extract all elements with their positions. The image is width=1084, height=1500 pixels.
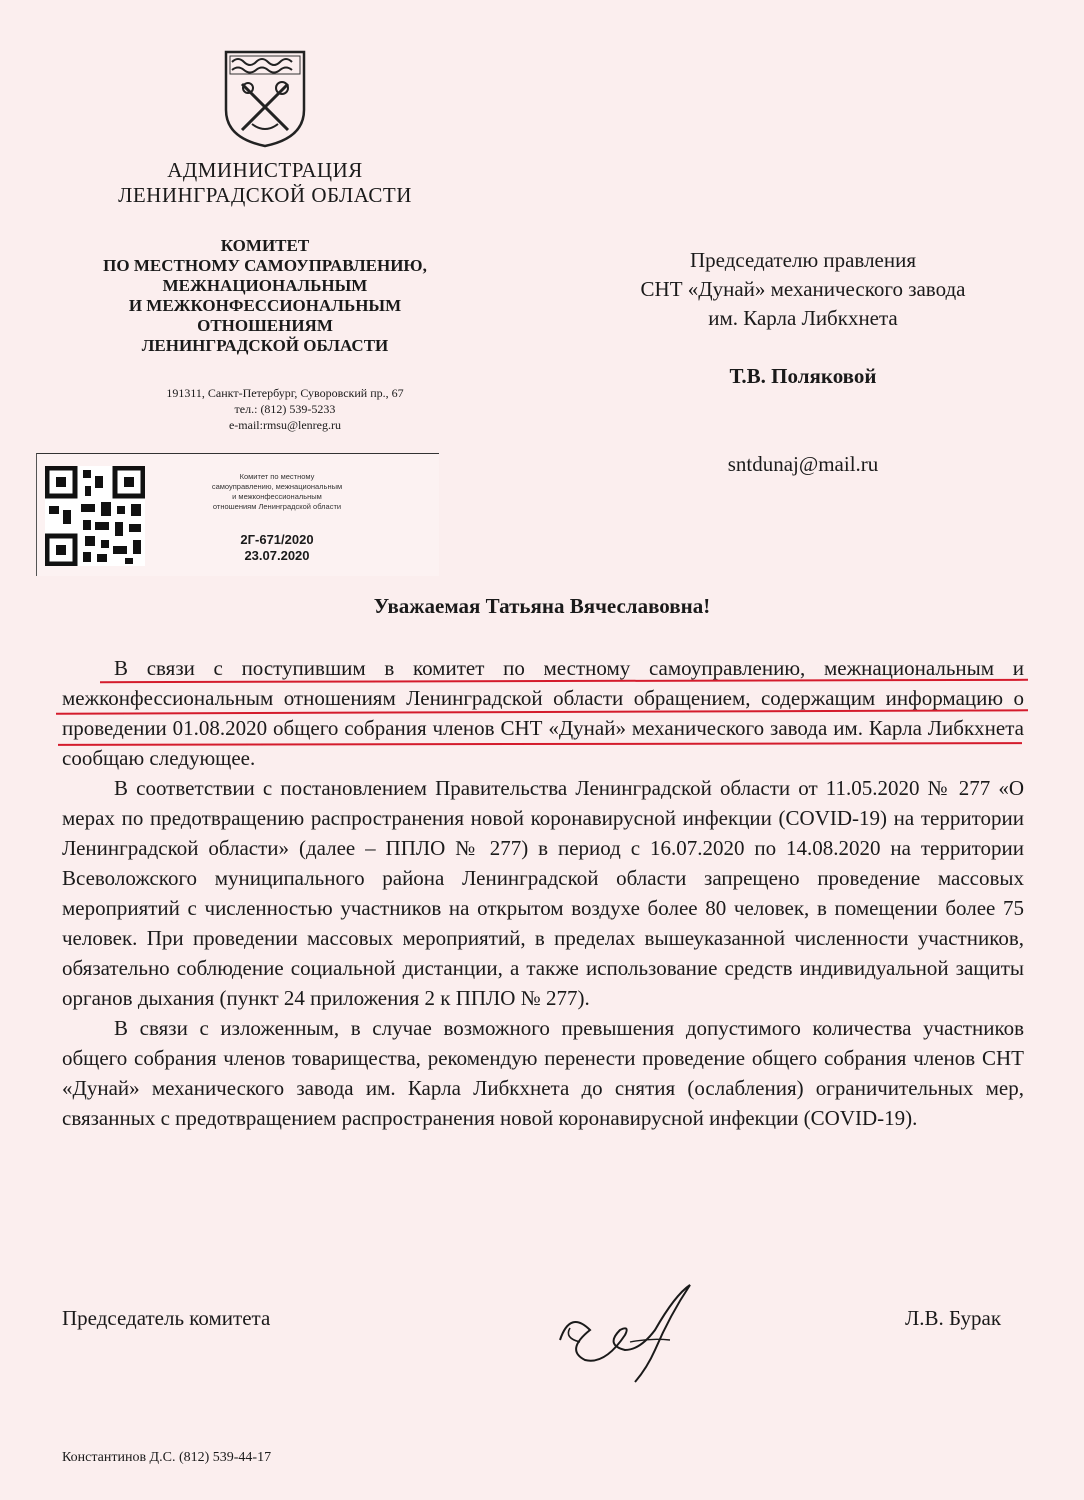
registration-number: 2Г-671/2020 [240,532,314,547]
recipient-line: им. Карла Либкхнета [708,306,898,330]
letter-body [62,653,1024,1133]
stamp-org-line: и межконфессиональным [232,492,322,501]
administration-line: ЛЕНИНГРАДСКОЙ ОБЛАСТИ [118,183,412,207]
stamp-registration [187,532,367,564]
email: e-mail:rmsu@lenreg.ru [228,418,341,432]
signatory-title: Председатель комитета [62,1306,271,1330]
committee-line: ОТНОШЕНИЯМ [197,316,333,335]
administration-title [60,158,470,208]
stamp-org-line: отношениям Ленинградской области [212,502,342,511]
recipient-block [568,246,1038,333]
committee-contacts [120,385,450,433]
coat-of-arms-icon [222,48,308,148]
recipient-email[interactable]: sntdunaj@mail.ru [727,452,879,476]
body-paragraph: В связи с поступившим в комитет по местному самоуправлению, межнациональным и межконфессиональным отношениям Ленинградской области обращением, содержащим информацию о проведении 01.08.2020 общего собрания членов СНТ «Дунай» механического завода им. Карла Либкхнета сообщаю следующее. [62,656,1024,770]
signatory-name: Л.В. Бурак [905,1306,1002,1330]
recipient-line: Председателю правления [689,248,917,272]
address: 191311, Санкт-Петербург, Суворовский пр., 67 [166,386,404,400]
committee-line: И МЕЖКОНФЕССИОНАЛЬНЫМ [128,296,402,315]
body-paragraph: В связи с изложенным, в случае возможного превышения допустимого количества участников общего собрания членов товарищества, рекомендую перенести проведение общего собрания членов СНТ «Дунай» механического завода им. Карла Либкхнета до снятия (ослабления) ограничительных мер, связанных с предотвращением распространения новой коронавирусной инфекции (COVID-19). [62,1016,1024,1130]
committee-line: МЕЖНАЦИОНАЛЬНЫМ [162,276,368,295]
phone: тел.: (812) 539-5233 [234,402,336,416]
executor-contact: Константинов Д.С. (812) 539-44-17 [62,1450,272,1465]
committee-line: КОМИТЕТ [220,236,310,255]
administration-line: АДМИНИСТРАЦИЯ [167,158,363,182]
qr-code-icon [45,466,145,566]
committee-line: ЛЕНИНГРАДСКОЙ ОБЛАСТИ [141,336,389,355]
stamp-org-line: Комитет по местному [239,472,315,481]
salutation: Уважаемая Татьяна Вячеславовна! [373,594,711,618]
registration-date: 23.07.2020 [244,548,310,563]
body-paragraph: В соответствии с постановлением Правительства Ленинградской области от 11.05.2020 № 277 «О мерах по предотвращению распространения новой коронавирусной инфекции (COVID-19) на территории Ленинградской области» (далее – ППЛО № 277) в период с 16.07.2020 по 14.08.2020 на территории Всеволожского муниципального района Ленинградской области запрещено проведение массовых мероприятий с численностью участников на открытом воздухе более 80 человек, в помещении более 75 человек. При проведении массовых мероприятий, в пределах вышеуказанной численности участников, обязательно соблюдение социальной дистанции, а также использование средств индивидуальной защиты органов дыхания (пункт 24 приложения 2 к ППЛО № 277). [62,776,1024,1010]
stamp-org-line: самоуправлению, межнациональным [211,482,343,491]
handwritten-signature-icon [540,1280,740,1390]
recipient-name: Т.В. Поляковой [729,364,877,388]
stamp-organization [177,472,377,512]
committee-line: ПО МЕСТНОМУ САМОУПРАВЛЕНИЮ, [103,256,427,275]
recipient-line: СНТ «Дунай» механического завода [640,277,966,301]
committee-title [60,236,470,356]
registration-stamp [36,453,439,576]
